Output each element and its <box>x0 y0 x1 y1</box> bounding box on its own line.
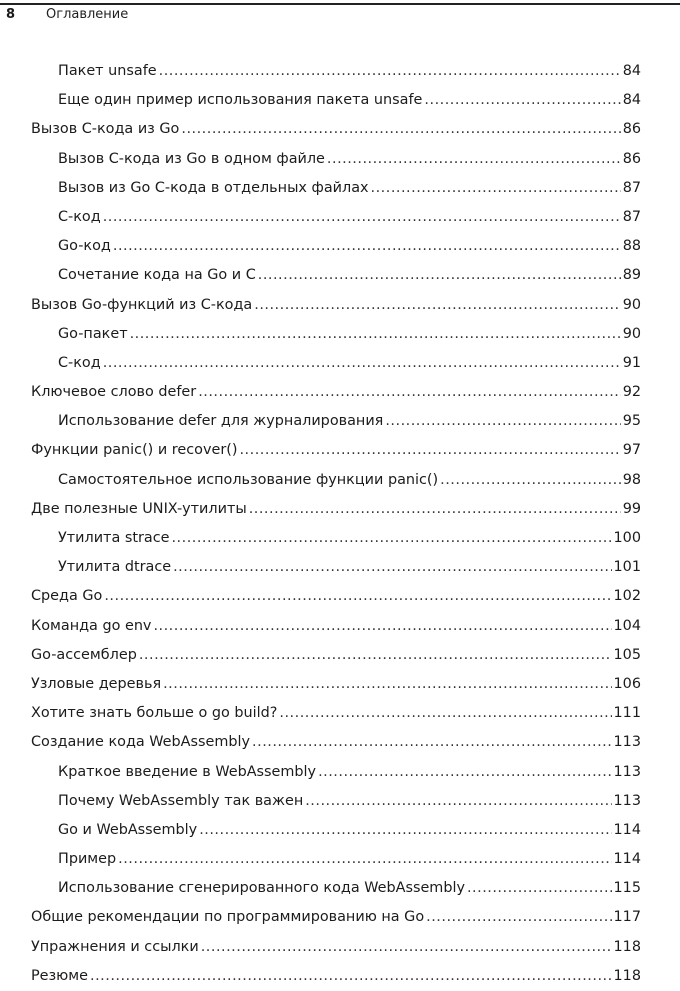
toc-entry <box>0 903 680 932</box>
dot-leader <box>104 582 611 611</box>
toc-entry-page: 100 <box>613 530 641 546</box>
dot-leader <box>163 670 611 699</box>
toc-entry <box>0 787 680 816</box>
dot-leader <box>103 349 621 378</box>
toc-entry <box>0 933 680 962</box>
toc-entry-title: Вызов С-кода из Go <box>31 121 180 138</box>
toc-entry-title: Go-код <box>58 238 111 255</box>
dot-leader <box>199 816 611 845</box>
dot-leader <box>440 466 621 495</box>
toc-entry <box>0 174 680 203</box>
toc-entry-title: Использование сгенерированного кода WebAssembly <box>58 880 465 897</box>
toc-entry <box>0 436 680 465</box>
toc-entry-title: Вызов Go-функций из С-кода <box>31 296 253 313</box>
toc-entry-page: 104 <box>613 617 641 634</box>
toc-entry-page: 118 <box>613 938 641 955</box>
toc-entry-page: 86 <box>622 150 641 167</box>
dot-leader <box>103 203 621 232</box>
toc-entry-page: 114 <box>613 851 641 868</box>
toc-entry-page: 102 <box>613 588 641 605</box>
dot-leader <box>118 845 611 874</box>
toc-entry <box>0 612 680 641</box>
dot-leader <box>426 903 611 932</box>
toc-entry-title: Пакет unsafe <box>58 63 157 79</box>
toc-entry-page: 99 <box>622 500 641 517</box>
toc-entry-title: Утилита strace <box>58 530 170 546</box>
toc-entry <box>0 816 680 845</box>
table-of-contents <box>0 57 680 991</box>
dot-leader <box>258 261 621 290</box>
toc-entry <box>0 466 680 495</box>
toc-entry-page: 87 <box>622 208 641 225</box>
toc-entry <box>0 407 680 436</box>
toc-entry-title: Вызов С-кода из Go в одном файле <box>58 150 325 167</box>
dot-leader <box>385 407 620 436</box>
toc-entry-page: 113 <box>613 734 641 751</box>
dot-leader <box>130 320 621 349</box>
toc-entry-title: Ключевое слово defer <box>31 384 197 401</box>
toc-entry-title: Создание кода WebAssembly <box>31 734 251 751</box>
toc-entry-title: Пример <box>58 851 117 868</box>
toc-entry-title: Почему WebAssembly так важен <box>58 792 304 809</box>
dot-leader <box>198 378 620 407</box>
dot-leader <box>371 174 621 203</box>
toc-entry-title: Функции panic() и recover() <box>31 442 238 459</box>
toc-entry <box>0 261 680 290</box>
toc-entry-title: Go-ассемблер <box>31 646 137 663</box>
toc-entry <box>0 582 680 611</box>
dot-leader <box>173 553 611 582</box>
dot-leader <box>327 145 621 174</box>
toc-entry-title: Среда Go <box>31 588 103 605</box>
toc-entry <box>0 728 680 757</box>
toc-entry-page: 90 <box>622 325 641 342</box>
toc-entry <box>0 57 680 86</box>
dot-leader <box>153 612 611 641</box>
toc-entry-page: 113 <box>613 792 641 809</box>
toc-entry <box>0 874 680 903</box>
page-number: 8 <box>6 7 16 22</box>
dot-leader <box>252 728 611 757</box>
toc-entry-page: 106 <box>613 675 641 692</box>
toc-entry-title: Две полезные UNIX-утилиты <box>31 500 247 517</box>
dot-leader <box>254 291 620 320</box>
dot-leader <box>305 787 611 816</box>
toc-entry-title: Еще один пример использования пакета unsafe <box>58 92 423 109</box>
toc-entry-title: Go-пакет <box>58 325 128 342</box>
dot-leader <box>201 933 612 962</box>
toc-entry <box>0 349 680 378</box>
toc-entry <box>0 524 680 553</box>
dot-leader <box>424 86 620 115</box>
toc-entry-page: 84 <box>622 63 641 79</box>
toc-entry-title: Вызов из Go С-кода в отдельных файлах <box>58 179 369 196</box>
toc-entry-page: 115 <box>613 880 641 897</box>
toc-entry <box>0 553 680 582</box>
toc-entry-page: 98 <box>622 471 641 488</box>
dot-leader <box>171 524 611 553</box>
toc-entry-title: Резюме <box>31 967 89 984</box>
toc-entry-title: Команда go env <box>31 617 152 634</box>
toc-entry <box>0 86 680 115</box>
toc-entry <box>0 670 680 699</box>
toc-entry <box>0 641 680 670</box>
toc-entry-title: Общие рекомендации по программированию на Go <box>31 909 425 926</box>
toc-entry-title: Хотите знать больше о go build? <box>31 705 278 722</box>
toc-entry-title: Краткое введение в WebAssembly <box>58 763 317 780</box>
toc-entry-page: 89 <box>622 267 641 284</box>
toc-entry-page: 91 <box>622 354 641 371</box>
toc-entry <box>0 845 680 874</box>
dot-leader <box>467 874 612 903</box>
toc-entry-page: 118 <box>613 967 641 984</box>
toc-entry <box>0 699 680 728</box>
toc-entry-page: 95 <box>622 413 641 430</box>
toc-entry-page: 92 <box>622 384 641 401</box>
dot-leader <box>181 115 620 144</box>
toc-entry-title: С-код <box>58 354 101 371</box>
dot-leader <box>318 758 611 787</box>
dot-leader <box>113 232 621 261</box>
toc-entry <box>0 758 680 787</box>
dot-leader <box>159 57 621 86</box>
toc-entry <box>0 320 680 349</box>
running-header <box>6 7 128 29</box>
toc-entry-page: 101 <box>613 559 641 576</box>
toc-entry <box>0 378 680 407</box>
toc-entry-page: 97 <box>622 442 641 459</box>
toc-entry-title: Утилита dtrace <box>58 559 172 576</box>
toc-entry <box>0 232 680 261</box>
toc-entry-title: Go и WebAssembly <box>58 821 198 838</box>
running-title: Оглавление <box>46 7 129 22</box>
toc-entry-title: Упражнения и ссылки <box>31 938 199 955</box>
toc-entry-title: Самостоятельное использование функции panic() <box>58 471 439 488</box>
toc-entry-page: 111 <box>613 705 641 722</box>
toc-entry-page: 86 <box>622 121 641 138</box>
toc-entry <box>0 203 680 232</box>
toc-entry-title: Использование defer для журналирования <box>58 413 384 430</box>
toc-entry-page: 84 <box>622 92 641 109</box>
dot-leader <box>139 641 612 670</box>
toc-entry-title: Узловые деревья <box>31 675 162 692</box>
toc-entry-page: 90 <box>622 296 641 313</box>
toc-entry <box>0 115 680 144</box>
dot-leader <box>239 436 620 465</box>
toc-entry-page: 105 <box>613 646 641 663</box>
toc-entry <box>0 145 680 174</box>
toc-entry-page: 87 <box>622 179 641 196</box>
toc-entry-title: Сочетание кода на Go и С <box>58 267 256 284</box>
toc-entry-page: 88 <box>622 238 641 255</box>
toc-entry <box>0 495 680 524</box>
toc-entry-page: 117 <box>613 909 641 926</box>
toc-entry-page: 114 <box>613 821 641 838</box>
dot-leader <box>279 699 611 728</box>
toc-entry-title: С-код <box>58 208 101 225</box>
toc-entry-page: 113 <box>613 763 641 780</box>
dot-leader <box>249 495 621 524</box>
header-rule <box>0 3 680 5</box>
toc-entry <box>0 291 680 320</box>
